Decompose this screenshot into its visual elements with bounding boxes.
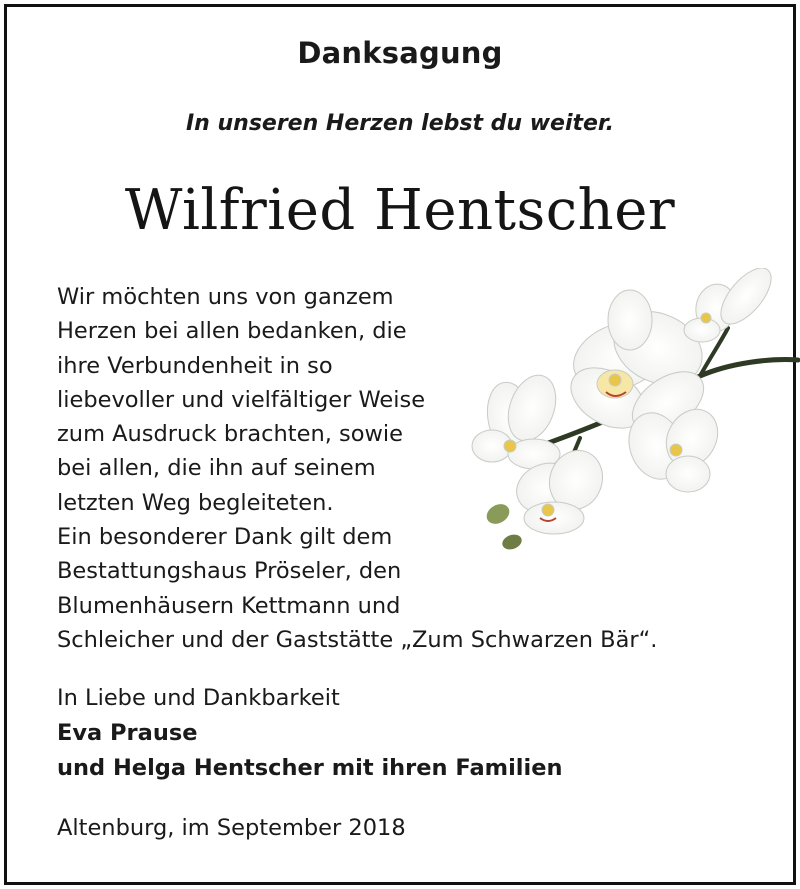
- notice-heading: Danksagung: [297, 36, 503, 70]
- deceased-name: Wilfried Hentscher: [124, 178, 676, 243]
- thanks-line: ihre Verbundenheit in so: [57, 352, 333, 379]
- signer-family: und Helga Hentscher mit ihren Familien: [57, 755, 563, 781]
- place-date: Altenburg, im September 2018: [57, 815, 406, 841]
- thanks-line: Bestattungshaus Pröseler, den: [57, 558, 402, 585]
- thanks-line: Wir möchten uns von ganzem: [57, 284, 394, 310]
- motto-line: In unseren Herzen lebst du weiter.: [185, 111, 614, 136]
- thanks-line: Ein besonderer Dank gilt dem: [57, 524, 393, 551]
- thanks-line: Herzen bei allen bedanken, die: [57, 318, 407, 345]
- orchid-bud: [483, 500, 524, 552]
- closing-greeting: In Liebe und Dankbarkeit: [57, 685, 340, 711]
- orchid-flower: [684, 268, 780, 342]
- thanks-line: Schleicher und der Gaststätte „Zum Schwarzen Bär“.: [57, 626, 658, 653]
- orchid-image: [470, 268, 800, 558]
- orchid-flower: [472, 369, 564, 469]
- thanks-line: liebevoller und vielfältiger Weise: [57, 386, 426, 413]
- thanks-line: zum Ausdruck brachten, sowie: [57, 421, 404, 448]
- closing-block: [57, 681, 562, 786]
- thanks-line: Blumenhäusern Kettmann und: [57, 592, 401, 619]
- thanks-line: bei allen, die ihn auf seinem: [57, 455, 376, 482]
- thanks-line: letzten Weg begleiteten.: [57, 489, 334, 516]
- signer-name: Eva Prause: [57, 720, 198, 746]
